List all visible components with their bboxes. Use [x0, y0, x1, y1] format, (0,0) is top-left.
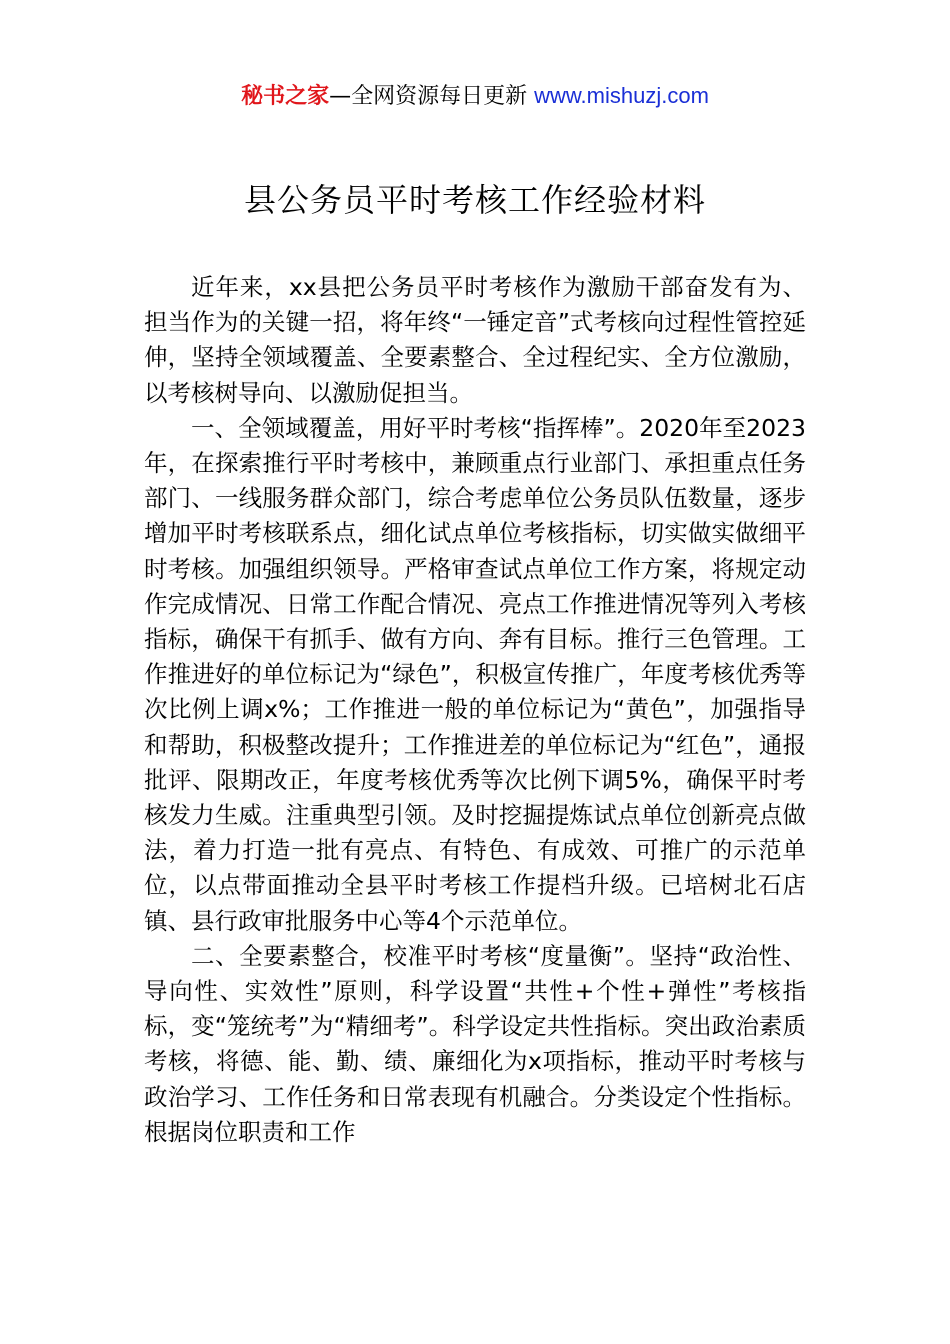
document-body — [144, 270, 806, 1150]
site-brand: 秘书之家 — [241, 84, 330, 109]
site-header — [0, 80, 950, 113]
site-tagline: —全网资源每日更新 — [329, 84, 528, 109]
paragraph-section-1: 一、全领域覆盖，用好平时考核“指挥棒”。2020年至2023年，在探索推行平时考核中，兼顾重点行业部门、承担重点任务部门、一线服务群众部门，综合考虑单位公务员队伍数量，逐步增加平时考核联系点，细化试点单位考核指标，切实做实做细平时考核。加强组织领导。严格审查试点单位工作方案，将规定动作完成情况、日常工作配合情况、亮点工作推进情况等列入考核指标，确保干有抓手、做有方向、奔有目标。推行三色管理。工作推进好的单位标记为“绿色”，积极宣传推广，年度考核优秀等次比例上调x%；工作推进一般的单位标记为“黄色”，加强指导和帮助，积极整改提升；工作推进差的单位标记为“红色”，通报批评、限期改正，年度考核优秀等次比例下调5%，确保平时考核发力生威。注重典型引领。及时挖掘提炼试点单位创新亮点做法，着力打造一批有亮点、有特色、有成效、可推广的示范单位，以点带面推动全县平时考核工作提档升级。已培树北石店镇、县行政审批服务中心等4个示范单位。 — [144, 413, 806, 935]
paragraph-intro: 近年来，xx县把公务员平时考核作为激励干部奋发有为、担当作为的关键一招，将年终“一锤定音”式考核向过程性管控延伸，坚持全领域覆盖、全要素整合、全过程纪实、全方位激励，以考核树导向、以激励促担当。 — [144, 273, 806, 407]
document-title: 县公务员平时考核工作经验材料 — [243, 181, 706, 219]
site-url-link[interactable]: www.mishuzj.com — [534, 83, 709, 108]
paragraph-section-2: 二、全要素整合，校准平时考核“度量衡”。坚持“政治性、导向性、实效性”原则，科学设置“共性+个性+弹性”考核指标，变“笼统考”为“精细考”。科学设定共性指标。突出政治素质考核，将德、能、勤、绩、廉细化为x项指标，推动平时考核与政治学习、工作任务和日常表现有机融合。分类设定个性指标。根据岗位职责和工作 — [144, 941, 806, 1146]
